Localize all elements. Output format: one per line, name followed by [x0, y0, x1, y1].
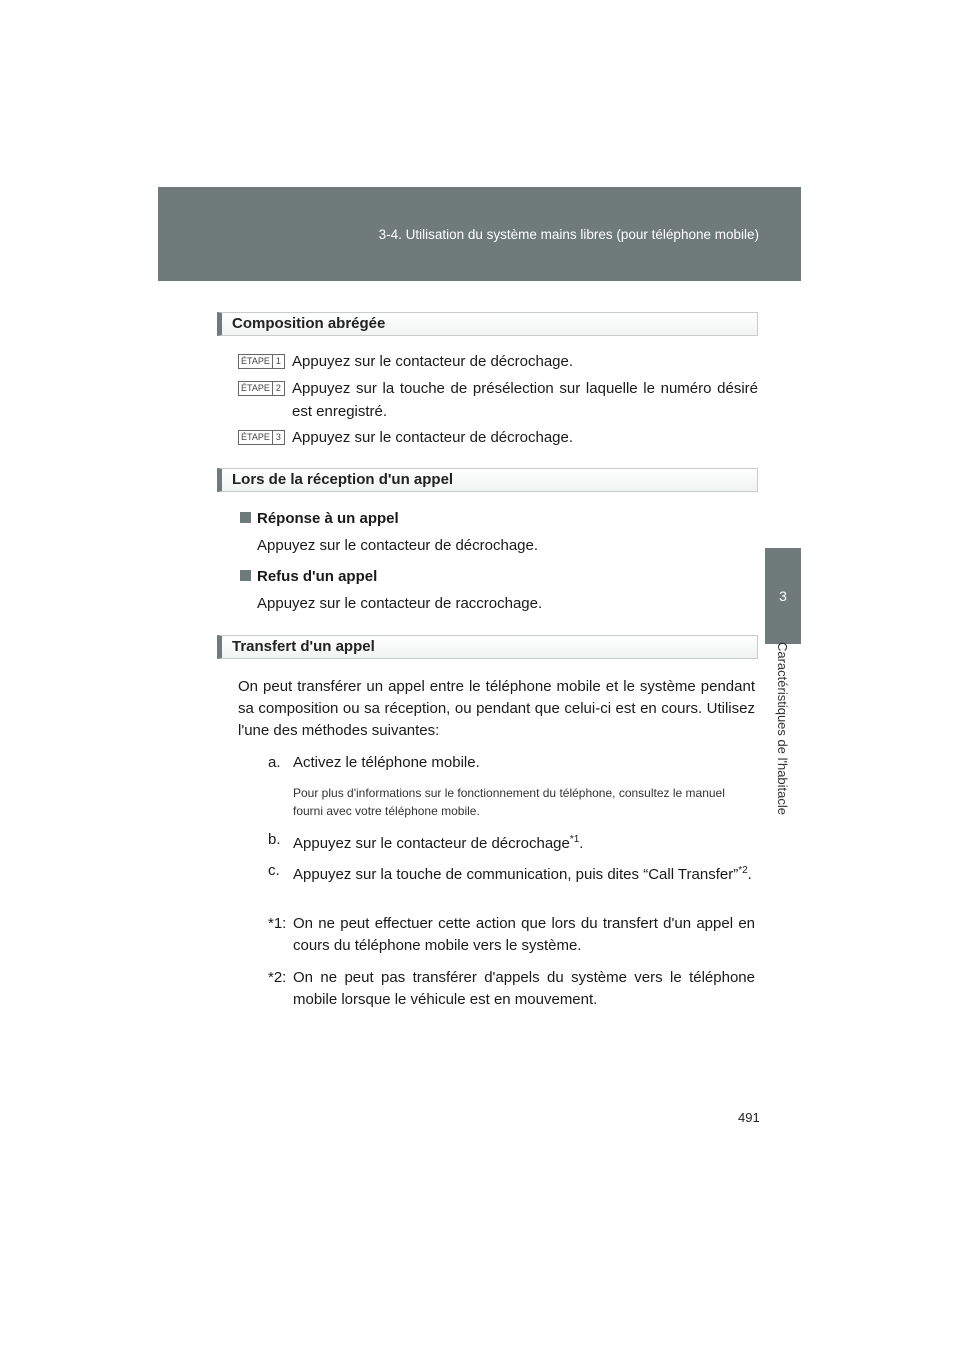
subsection-heading: Refus d'un appel — [240, 566, 377, 588]
note-text: Pour plus d'informations sur le fonctionnement du téléphone, consultez le manuel fourni avec votre téléphone mobile. — [293, 786, 725, 818]
section-title-reception: Lors de la réception d'un appel — [217, 468, 758, 492]
chapter-side-label — [765, 630, 801, 826]
section-title-composition: Composition abrégée — [217, 312, 758, 336]
chapter-header — [158, 187, 801, 281]
page-number: 491 — [738, 1110, 760, 1125]
subsection-body: Appuyez sur le contacteur de décrochage. — [257, 537, 539, 554]
footnote-ref: *1 — [569, 834, 580, 845]
list-item-c: c. Appuyez sur la touche de communication, puis dites “Call Transfer”$^{*2}$. — [268, 862, 752, 883]
list-item-b: b. Appuyez sur le contacteur de décrochage$^{*1}$. — [268, 831, 584, 852]
step-badge: ÉTAPE 2 — [238, 381, 285, 396]
list-item-a: a. Activez le téléphone mobile. — [268, 754, 480, 771]
footnote-2: *2: On ne peut pas transférer d'appels du système vers le téléphone mobile lorsque le véhicule est en mouvement. — [268, 969, 755, 1008]
step-badge: ÉTAPE 1 — [238, 354, 285, 369]
chapter-side-label-text: Caractéristiques de l'habitacle — [775, 641, 791, 815]
square-bullet-icon — [240, 512, 251, 523]
step-3 — [238, 426, 758, 449]
footnote-1: *1: On ne peut effectuer cette action que lors du transfert d'un appel en cours du téléphone mobile vers le système. — [268, 915, 755, 954]
chapter-title: 3-4. Utilisation du système mains libres (pour téléphone mobile) — [378, 227, 759, 242]
intro-paragraph: On peut transférer un appel entre le téléphone mobile et le système pendant sa composition ou sa réception, ou pendant que celui-ci est en cours. Utilisez l'une des méthodes suivantes: — [238, 678, 755, 739]
step-badge: ÉTAPE 3 — [238, 430, 285, 445]
step-text: Appuyez sur le contacteur de décrochage. — [292, 353, 574, 370]
step-1 — [238, 350, 758, 373]
step-text: Appuyez sur le contacteur de décrochage. — [292, 429, 574, 446]
footnote-ref: *2 — [738, 865, 748, 876]
chapter-tab: 3 — [765, 548, 801, 644]
step-2 — [238, 377, 758, 423]
section-title-transfert: Transfert d'un appel — [217, 635, 758, 659]
square-bullet-icon — [240, 570, 251, 581]
subsection-body: Appuyez sur le contacteur de raccrochage. — [257, 595, 543, 612]
subsection-heading: Réponse à un appel — [240, 508, 399, 530]
step-text: Appuyez sur la touche de présélection sur laquelle le numéro désiré est enregistré. — [292, 380, 758, 420]
